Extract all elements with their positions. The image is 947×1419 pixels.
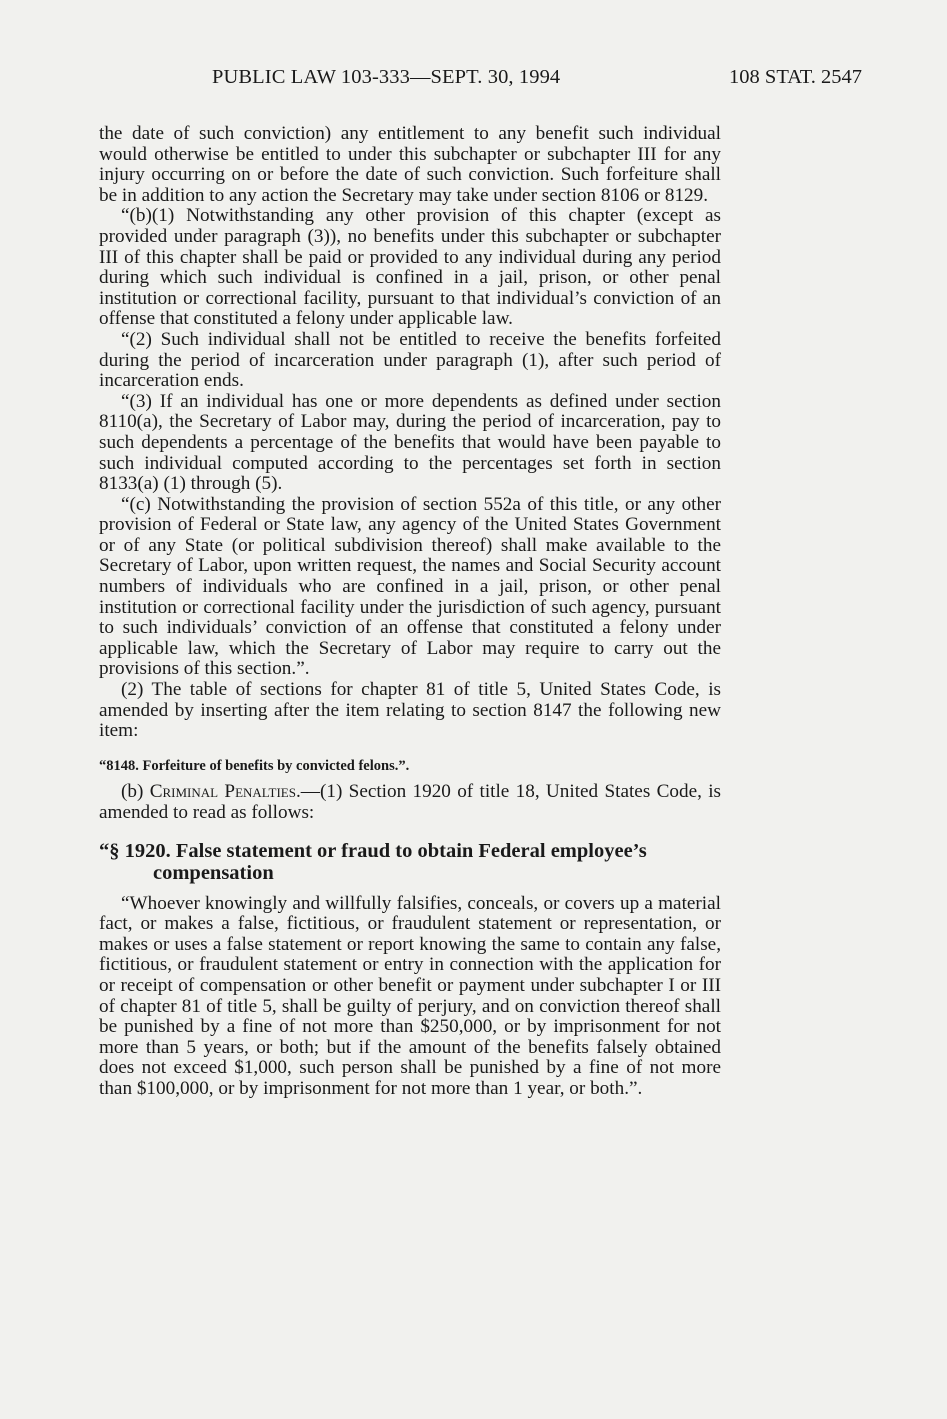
paragraph-continuation: the date of such conviction) any entitlement to any benefit such individual would otherwise be entitled to under this subchapter or subchapter III for any injury occurring on or before the date of such conviction. Such forfeiture shall be in addition to any action the Secretary may take under section 8106 or 8129. [99,123,721,206]
statute-page-number: 108 STAT. 2547 [729,66,862,88]
paragraph-subsection-b1: “(b)(1) Notwithstanding any other provision of this chapter (except as provided under paragraph (3)), no benefits under this subchapter or subchapter III of this chapter shall be paid or provided to any individual during any period during which such individual is confined in a jail, prison, or other penal institution or correctional facility, pursuant to that individual’s conviction of an offense that constituted a felony under applicable law. [99,205,721,330]
paragraph-subsection-b3: “(3) If an individual has one or more dependents as defined under section 8110(a), the Secretary of Labor may, during the period of incarceration, pay to such dependents a percentage of the benefits that would have been payable to such individual computed according to the percentages set forth in section 8133(a) (1) through (5). [99,390,721,495]
paragraph-section-1920-text: “Whoever knowingly and willfully falsifies, conceals, or covers up a material fact, or makes a false, fictitious, or fraudulent statement or representation, or makes or uses a false statement or report knowing the same to contain any false, fictitious, or fraudulent statement or entry in connection with the application for or receipt of compensation or other benefit or payment under subchapter I or III of chapter 81 of title 5, shall be guilty of perjury, and on conviction thereof shall be punished by a fine of not more than $250,000, or by imprisonment for not more than 5 years, or both; but if the amount of the benefits falsely obtained does not exceed $1,000, such person shall be punished by a fine of not more than $100,000, or by imprisonment for not more than 1 year, or both.”. [99,892,721,1099]
subsection-label: (b) [121,781,150,803]
paragraph-subsection-b2: “(2) Such individual shall not be entitled to receive the benefits forfeited during the period of incarceration under paragraph (1), after such period of incarceration ends. [99,328,721,392]
paragraph-subsection-c: “(c) Notwithstanding the provision of section 552a of this title, or any other provision of Federal or State law, any agency of the United States Government or of any State (or political subdivision thereof) shall make available to the Secretary of Labor, upon written request, the names and Social Security account numbers of individuals who are confined in a jail, prison, or other penal institution or correctional facility under the jurisdiction of such agency, pursuant to such individuals’ conviction of an offense that constituted a felony under applicable law, which the Secretary of Labor may require to carry out the provisions of this section.”. [99,493,721,680]
section-number: “§ 1920. [99,839,171,862]
page-header [96,66,862,100]
body-text [99,124,721,1100]
paragraph-criminal-penalties [99,782,721,823]
section-title: False statement or fraud to obtain Federal employee’s compensation [153,839,647,884]
new-table-item: “8148. Forfeiture of benefits by convicted felons.”. [99,757,410,774]
section-heading [99,840,721,884]
subsection-heading: Criminal Penalties. [149,781,301,803]
subsection-text: —(1) Section 1920 of title 18, United States Code, is amended to read as follows: [99,781,722,823]
paragraph-table-amendment: (2) The table of sections for chapter 81 of title 5, United States Code, is amended by inserting after the item relating to section 8147 the following new item: [99,679,721,742]
page-title: PUBLIC LAW 103-333—SEPT. 30, 1994 [212,66,561,88]
